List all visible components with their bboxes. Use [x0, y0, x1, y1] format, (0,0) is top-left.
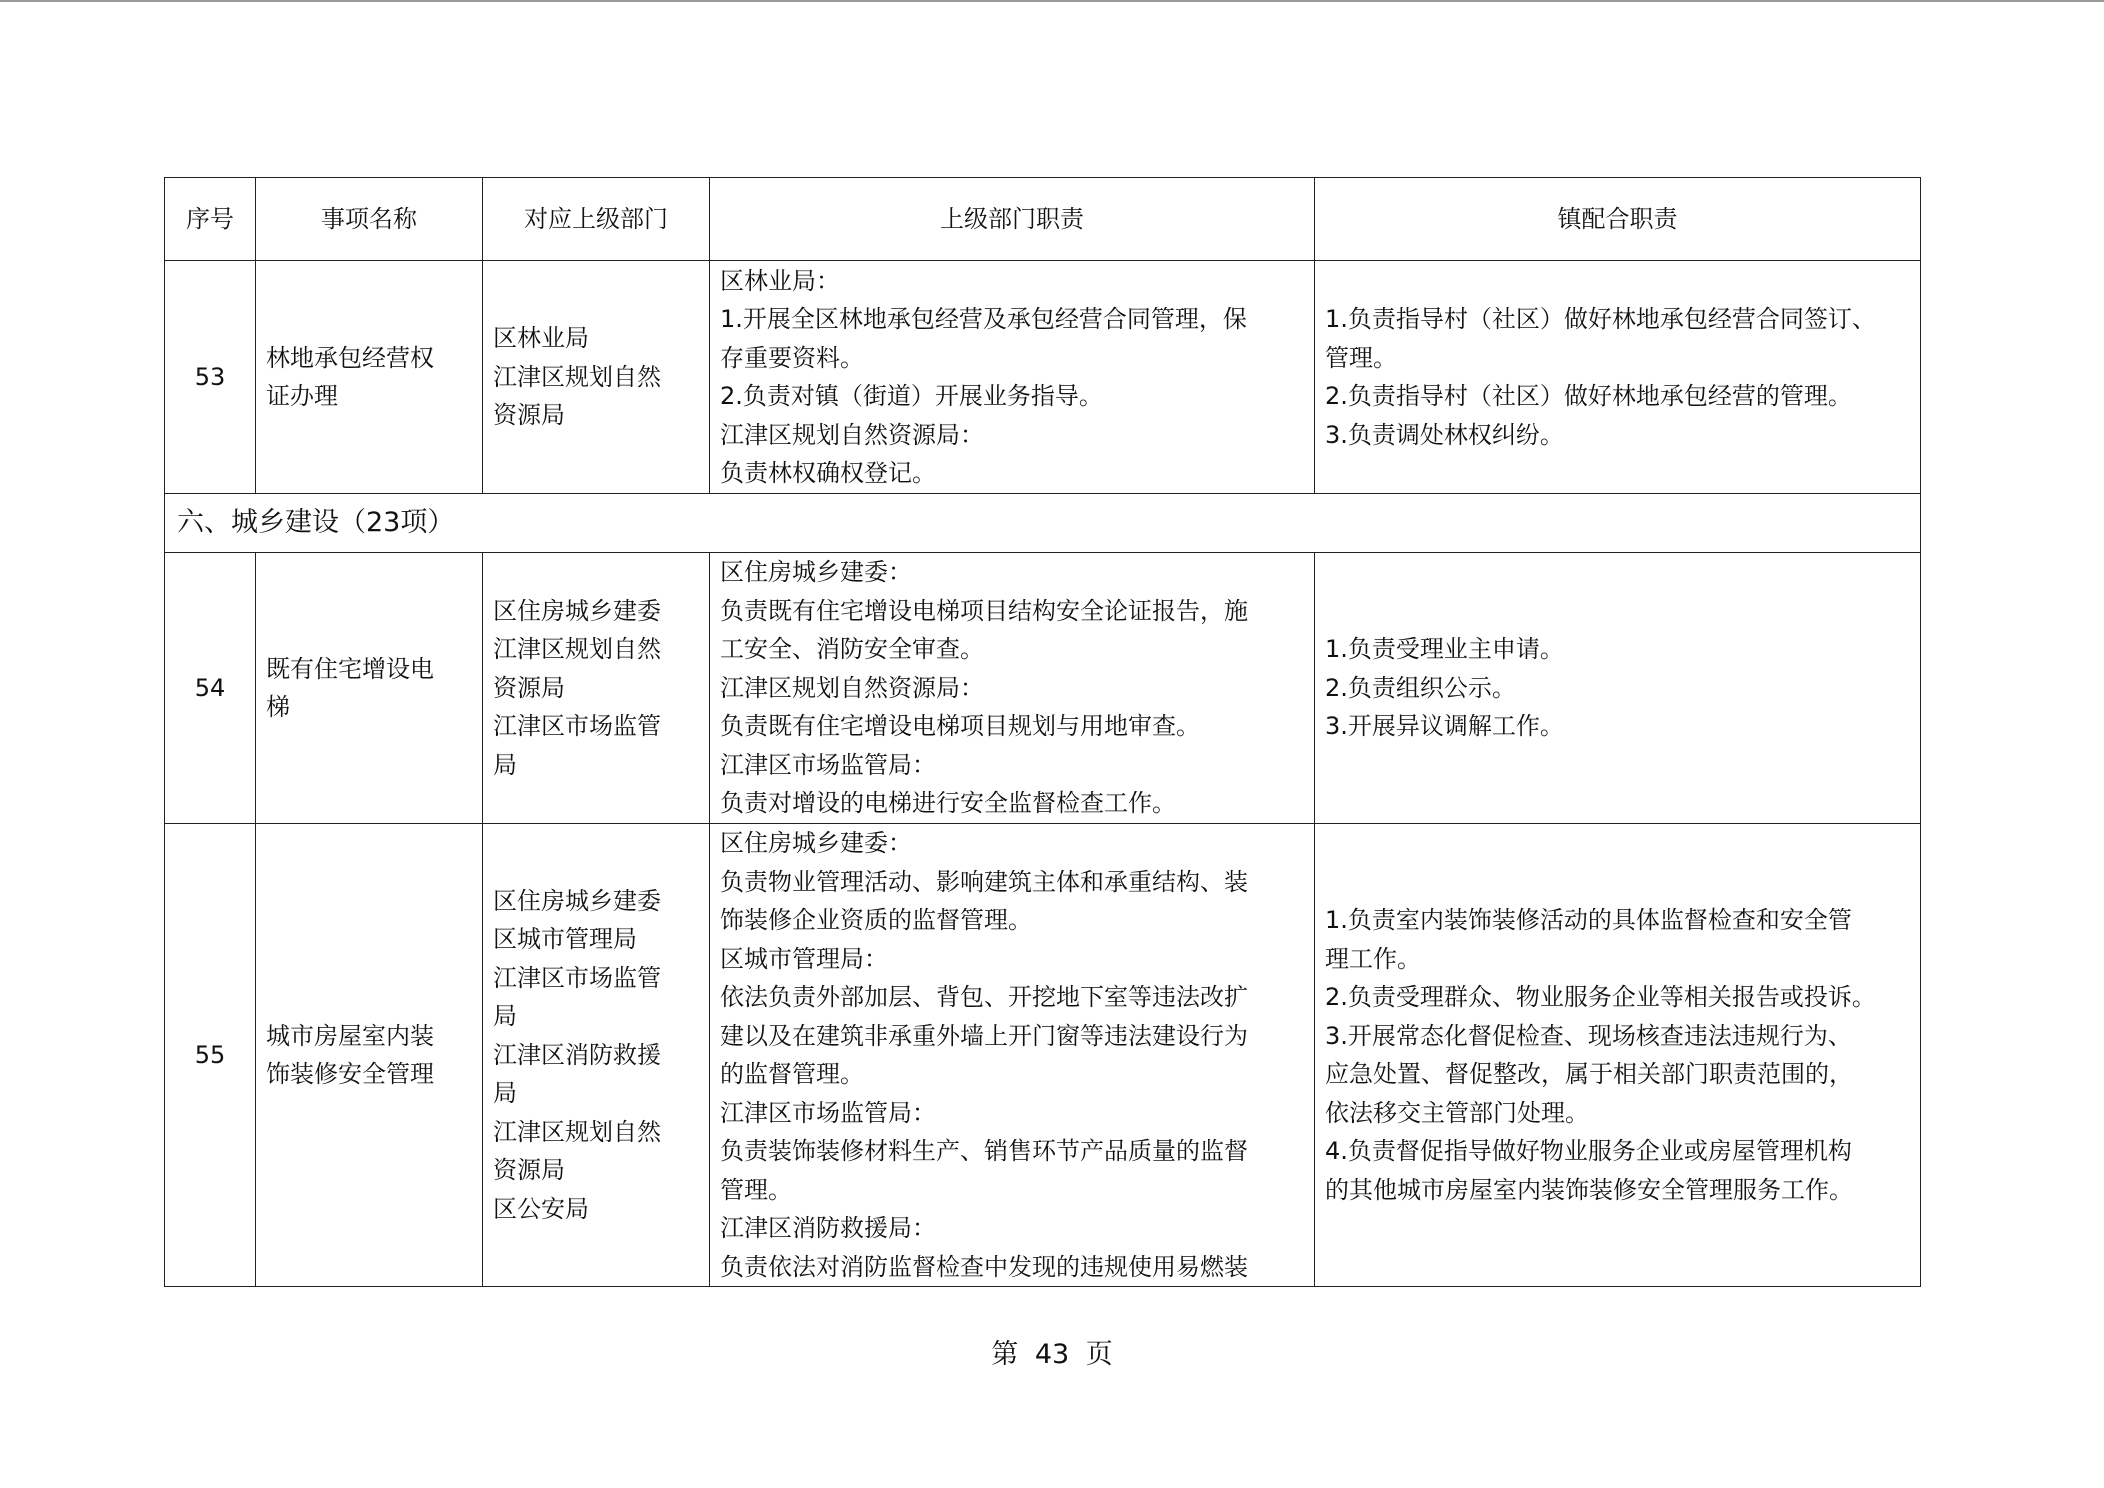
- town-duty-line: 4.负责督促指导做好物业服务企业或房屋管理机构: [1325, 1137, 1852, 1165]
- upper-duties-cell: [710, 553, 1315, 824]
- row-number: 53: [165, 261, 256, 494]
- town-duty-line: 管理。: [1325, 343, 1397, 372]
- department-cell: [483, 824, 710, 1287]
- department-line: 局: [493, 1079, 517, 1108]
- department-line: 江津区消防救援: [493, 1040, 661, 1069]
- upper-duty-line: 负责物业管理活动、影响建筑主体和承重结构、装: [720, 867, 1248, 896]
- item-name-cell: [256, 261, 483, 494]
- row-number: 55: [165, 824, 256, 1287]
- department-line: 区城市管理局: [493, 925, 637, 954]
- row-number: 54: [165, 553, 256, 824]
- upper-duty-line: 区住房城乡建委：: [720, 558, 912, 587]
- town-duties-cell: [1315, 553, 1921, 824]
- upper-duty-line: 管理。: [720, 1175, 792, 1204]
- item-name-line: 梯: [266, 693, 290, 721]
- upper-duties-cell: [710, 261, 1315, 494]
- table-row: [165, 553, 1921, 824]
- item-name-line: 城市房屋室内装: [266, 1021, 434, 1050]
- upper-duty-line: 的监督管理。: [720, 1060, 864, 1088]
- department-line: 区住房城乡建委: [493, 886, 661, 915]
- header-no: 序号: [165, 178, 256, 261]
- upper-duty-line: 负责依法对消防监督检查中发现的违规使用易燃装: [720, 1252, 1248, 1281]
- upper-duty-line: 工安全、消防安全审查。: [720, 635, 984, 664]
- upper-duty-line: 1.开展全区林地承包经营及承包经营合同管理，保: [720, 305, 1247, 333]
- town-duties-cell: [1315, 824, 1921, 1287]
- header-item-name: 事项名称: [256, 178, 483, 261]
- town-duty-line: 2.负责受理群众、物业服务企业等相关报告或投诉。: [1325, 983, 1876, 1011]
- header-upper-duties: 上级部门职责: [710, 178, 1315, 261]
- upper-duty-line: 负责对增设的电梯进行安全监督检查工作。: [720, 789, 1176, 818]
- department-line: 局: [493, 750, 517, 779]
- department-line: 区林业局: [493, 324, 589, 353]
- upper-duty-line: 饰装修企业资质的监督管理。: [720, 906, 1032, 934]
- header-row: [165, 178, 1921, 261]
- upper-duty-line: 负责装饰装修材料生产、销售环节产品质量的监督: [720, 1137, 1248, 1165]
- upper-duties-cell: [710, 824, 1315, 1287]
- upper-duty-line: 存重要资料。: [720, 343, 864, 372]
- town-duty-line: 应急处置、督促整改，属于相关部门职责范围的，: [1325, 1060, 1853, 1088]
- town-duty-line: 2.负责组织公示。: [1325, 673, 1516, 702]
- header-town-duties: 镇配合职责: [1315, 178, 1921, 261]
- upper-duty-line: 2.负责对镇（街道）开展业务指导。: [720, 382, 1103, 410]
- duty-table: [164, 177, 1921, 1287]
- item-name-line: 证办理: [266, 382, 338, 410]
- town-duty-line: 1.负责受理业主申请。: [1325, 635, 1564, 664]
- upper-duty-line: 江津区市场监管局：: [720, 750, 936, 779]
- upper-duty-line: 区住房城乡建委：: [720, 829, 912, 857]
- table-row: [165, 824, 1921, 1287]
- town-duty-line: 3.开展异议调解工作。: [1325, 712, 1564, 741]
- town-duty-line: 2.负责指导村（社区）做好林地承包经营的管理。: [1325, 382, 1852, 410]
- department-line: 资源局: [493, 1156, 565, 1185]
- department-line: 区公安局: [493, 1194, 589, 1223]
- upper-duty-line: 负责林权确权登记。: [720, 459, 936, 487]
- department-line: 区住房城乡建委: [493, 596, 661, 625]
- department-line: 江津区规划自然: [493, 362, 661, 391]
- item-name-line: 既有住宅增设电: [266, 654, 434, 683]
- section-title: 六、城乡建设（23项）: [165, 494, 1921, 553]
- upper-duty-line: 依法负责外部加层、背包、开挖地下室等违法改扩: [720, 983, 1248, 1011]
- town-duty-line: 的其他城市房屋室内装饰装修安全管理服务工作。: [1325, 1175, 1853, 1204]
- town-duty-line: 1.负责室内装饰装修活动的具体监督检查和安全管: [1325, 906, 1852, 934]
- town-duty-line: 3.开展常态化督促检查、现场核查违法违规行为、: [1325, 1021, 1852, 1050]
- department-line: 江津区市场监管: [493, 712, 661, 741]
- section-row: [165, 494, 1921, 553]
- item-name-cell: [256, 824, 483, 1287]
- department-cell: [483, 261, 710, 494]
- upper-duty-line: 负责既有住宅增设电梯项目规划与用地审查。: [720, 712, 1200, 741]
- upper-duty-line: 江津区消防救援局：: [720, 1214, 936, 1242]
- department-line: 江津区规划自然: [493, 635, 661, 664]
- upper-duty-line: 区林业局：: [720, 266, 840, 295]
- town-duties-cell: [1315, 261, 1921, 494]
- department-line: 局: [493, 1002, 517, 1031]
- upper-duty-line: 江津区市场监管局：: [720, 1098, 936, 1127]
- upper-duty-line: 负责既有住宅增设电梯项目结构安全论证报告，施: [720, 596, 1248, 625]
- top-border-line: [0, 0, 2104, 2]
- department-line: 资源局: [493, 673, 565, 702]
- header-department: 对应上级部门: [483, 178, 710, 261]
- town-duty-line: 1.负责指导村（社区）做好林地承包经营合同签订、: [1325, 305, 1876, 333]
- table-row: [165, 261, 1921, 494]
- department-line: 资源局: [493, 401, 565, 430]
- department-cell: [483, 553, 710, 824]
- item-name-line: 饰装修安全管理: [266, 1060, 434, 1088]
- item-name-cell: [256, 553, 483, 824]
- upper-duty-line: 区城市管理局：: [720, 944, 888, 973]
- town-duty-line: 理工作。: [1325, 944, 1421, 973]
- town-duty-line: 依法移交主管部门处理。: [1325, 1098, 1589, 1127]
- page-number: 第 43 页: [991, 1339, 1113, 1370]
- upper-duty-line: 江津区规划自然资源局：: [720, 420, 984, 449]
- item-name-line: 林地承包经营权: [266, 343, 434, 372]
- upper-duty-line: 江津区规划自然资源局：: [720, 673, 984, 702]
- department-line: 江津区市场监管: [493, 963, 661, 992]
- town-duty-line: 3.负责调处林权纠纷。: [1325, 420, 1564, 449]
- department-line: 江津区规划自然: [493, 1117, 661, 1146]
- upper-duty-line: 建以及在建筑非承重外墙上开门窗等违法建设行为: [720, 1021, 1248, 1050]
